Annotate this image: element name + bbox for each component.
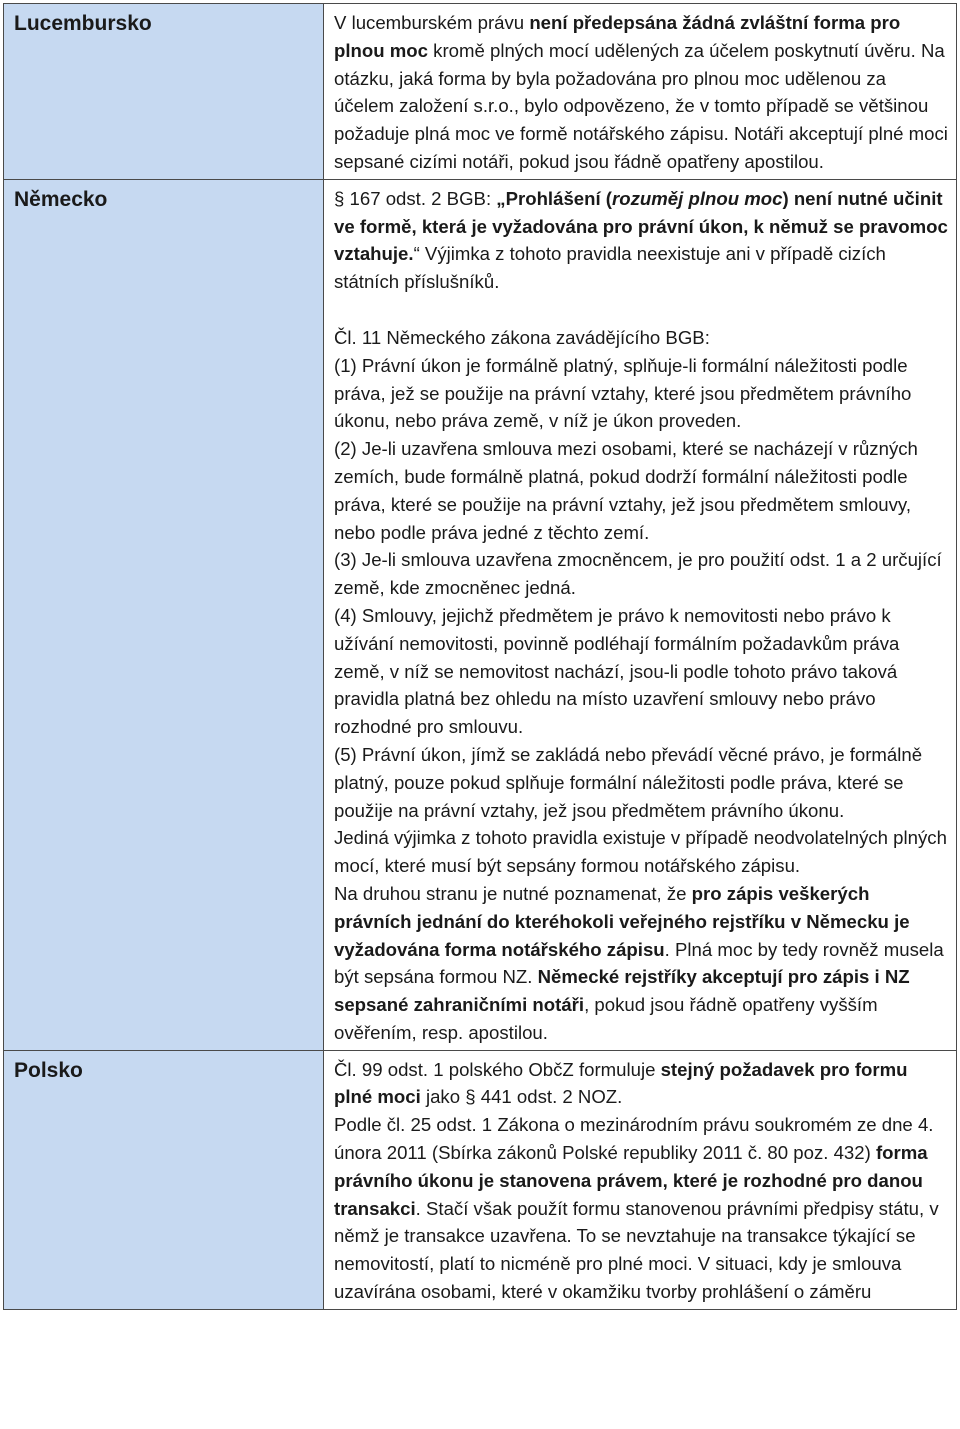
article-clause-4: (4) Smlouvy, jejichž předmětem je právo k nemovitosti nebo právo k užívání nemovitosti, povinně podléhají formálním požadavkům práva země, v níž se nemovitost nachází, jsou-li podle tohoto právo taková pravidla platná bez ohledu na místo uzavření smlouvy nebo právo rozhodné pro smlouvu. bbox=[334, 604, 900, 738]
text-run bbox=[612, 188, 782, 209]
text-run: , pokud jsou řádně opatřeny vyšším ověřením, resp. apostilou. bbox=[334, 994, 878, 1043]
article-clause-3: (3) Je-li smlouva uzavřena zmocněncem, je pro použití odst. 1 a 2 určující země, kde zmocněnec jedná. bbox=[334, 549, 942, 599]
paragraph bbox=[334, 880, 948, 1047]
text-run: ) není nutné učinit ve formě, která je vyžadována pro právní úkon, k němuž se pravomoc vztahuje. bbox=[334, 187, 948, 265]
content-cell bbox=[324, 179, 957, 1050]
text-run: není předepsána žádná zvláštní forma pro plnou moc bbox=[334, 12, 901, 61]
country-cell: Lucembursko bbox=[4, 4, 324, 180]
exception-paragraph: Jediná výjimka z tohoto pravidla existuje v případě neodvolatelných plných mocí, které musí být sepsány formou notářského zápisu. bbox=[334, 827, 947, 877]
text-run: stejný požadavek pro formu plné moci bbox=[334, 1058, 908, 1108]
text-run: . Stačí však použít formu stanovenou právními předpisy státu, v němž je transakce uzavřena. To se nevztahuje na transakce týkající se nemovitostí, platí to nicméně pro plné moci. V situaci, kdy je smlouva uzavírána osobami, které v okamžiku tvorby prohlášení o záměru bbox=[334, 1197, 939, 1303]
text-run: rozuměj plnou moc bbox=[612, 187, 783, 209]
text-run: pro zápis veškerých právních jednání do kteréhokoli veřejného rejstříku v Německu je vyžadována forma notářského zápisu bbox=[334, 882, 910, 960]
paragraph bbox=[334, 185, 948, 296]
paragraph bbox=[334, 1111, 948, 1306]
table-row-poland bbox=[4, 1050, 957, 1309]
legal-comparison-table bbox=[3, 3, 957, 1310]
table-row-germany bbox=[4, 179, 957, 1050]
content-cell bbox=[324, 4, 957, 180]
country-cell: Německo bbox=[4, 179, 324, 1050]
text-run: § 167 odst. 2 BGB: bbox=[334, 187, 497, 209]
text-run: “ Výjimka z tohoto pravidla neexistuje ani v případě cizích státních příslušníků. bbox=[334, 243, 886, 293]
paragraph bbox=[334, 9, 948, 176]
content-cell bbox=[324, 1050, 957, 1309]
country-cell: Polsko bbox=[4, 1050, 324, 1309]
article-clause-2: (2) Je-li uzavřena smlouva mezi osobami, které se nacházejí v různých zemích, bude formálně platná, pokud dodrží formální náležitosti podle práva, které se použije na právní vztahy, jež jsou předmětem smlouvy, nebo podle práva jedné z těchto zemí. bbox=[334, 438, 918, 543]
text-run: Podle čl. 25 odst. 1 Zákona o mezinárodním právu soukromém ze dne 4. února 2011 (Sbírka zákonů Polské republiky 2011 č. 80 poz. 432) bbox=[334, 1114, 934, 1164]
paragraph-spacer bbox=[334, 296, 948, 324]
article-title: Čl. 11 Německého zákona zavádějícího BGB: bbox=[334, 326, 710, 348]
table-row-luxembourg bbox=[4, 4, 957, 180]
text-run: „Prohlášení ( bbox=[496, 187, 613, 209]
text-run: Čl. 99 odst. 1 polského ObčZ formuluje bbox=[334, 1058, 661, 1080]
text-run: . Plná moc by tedy rovněž musela být sepsána formou NZ. bbox=[334, 938, 944, 988]
text-run: Na druhou stranu je nutné poznamenat, že bbox=[334, 882, 692, 904]
paragraph bbox=[334, 1056, 948, 1112]
text-run: forma právního úkonu je stanovena právem, které je rozhodné pro danou transakci bbox=[334, 1142, 928, 1219]
text-run: V lucemburském právu bbox=[334, 12, 530, 33]
text-run: jako § 441 odst. 2 NOZ. bbox=[420, 1086, 623, 1108]
article-clause-1: (1) Právní úkon je formálně platný, splňuje-li formální náležitosti podle práva, jež se použije na právní vztahy, které jsou předmětem právního úkonu, nebo práva země, v níž je úkon proveden. bbox=[334, 354, 912, 432]
text-run: kromě plných mocí udělených za účelem poskytnutí úvěru. Na otázku, jaká forma by byla požadována pro plnou moc udělenou za účelem založení s.r.o., bylo odpovězeno, že v tomto případě se většinou požaduje plná moc ve formě notářského zápisu. Notáři akceptují plné moci sepsané cizími notáři, pokud jsou řádně opatřeny apostilou. bbox=[334, 39, 948, 172]
article-clause-5: (5) Právní úkon, jímž se zakládá nebo převádí věcné právo, je formálně platný, pouze pokud splňuje formální náležitosti podle práva, které se použije na právní vztahy, jež jsou předmětem právního úkonu. bbox=[334, 743, 923, 821]
text-run: Německé rejstříky akceptují pro zápis i NZ sepsané zahraničními notáři bbox=[334, 966, 910, 1016]
